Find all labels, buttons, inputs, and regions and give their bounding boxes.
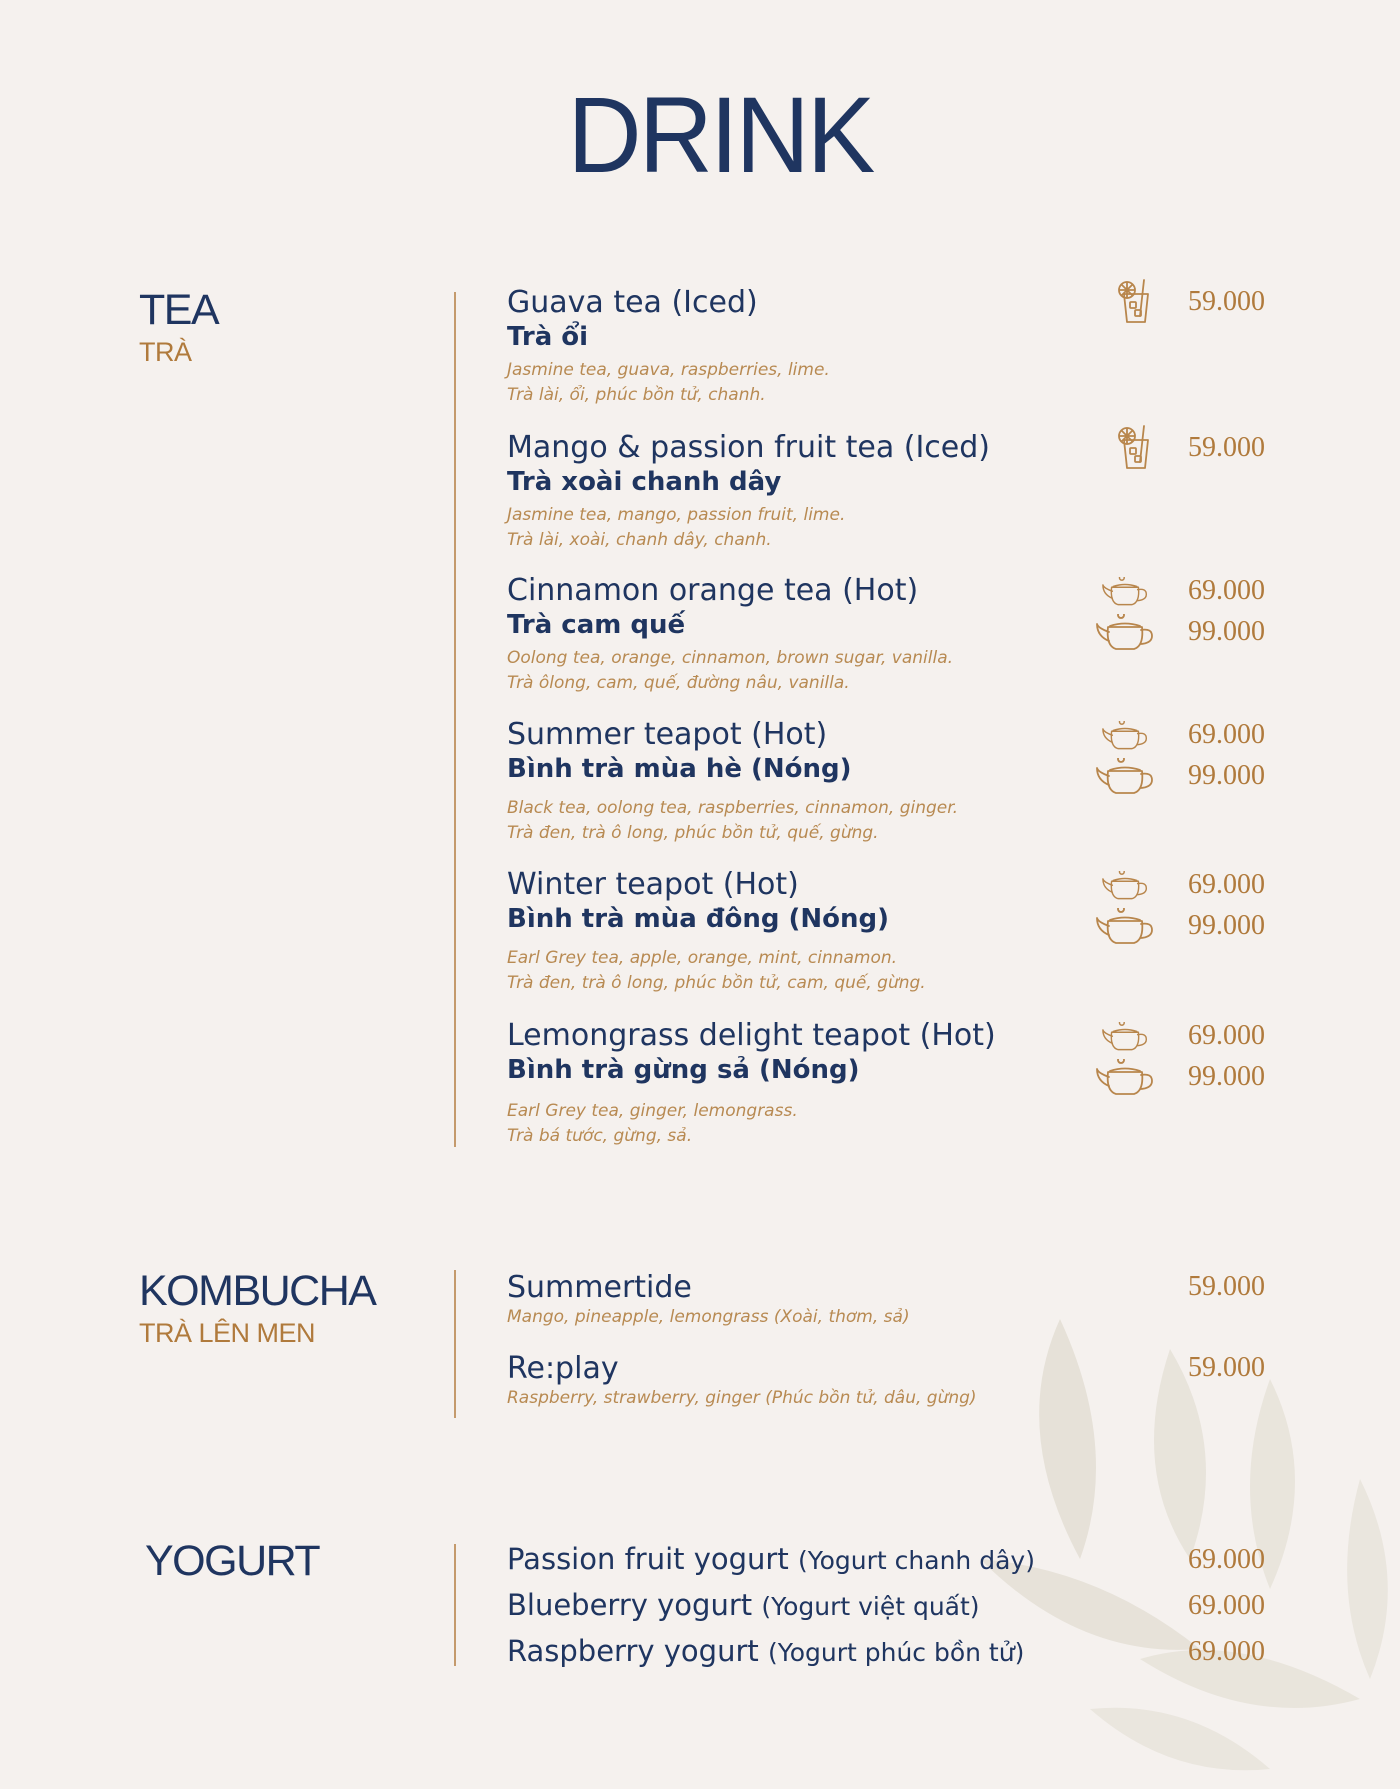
item-description: Jasmine tea, mango, passion fruit, lime. <box>507 505 846 525</box>
item-name: Raspberry yogurt <box>507 1634 759 1668</box>
price-row <box>1090 284 1265 320</box>
price-row <box>1090 1588 1265 1624</box>
item-name: Lemongrass delight teapot (Hot) <box>507 1018 996 1053</box>
item-description-vn: Trà ôlong, cam, quế, đường nâu, vanilla. <box>507 673 850 693</box>
item-name: Mango & passion fruit tea (Iced) <box>507 430 991 465</box>
item-description: Black tea, oolong tea, raspberries, cinnamon, ginger. <box>507 798 959 818</box>
item-price: 69.000 <box>1188 575 1265 606</box>
item-description: Raspberry, strawberry, ginger (Phúc bồn tử, dâu, gừng) <box>507 1388 977 1408</box>
item-description-vn: Trà lài, xoài, chanh dây, chanh. <box>507 530 772 550</box>
category-title: TEA <box>139 286 219 334</box>
item-name: Winter teapot (Hot) <box>507 867 799 902</box>
price-row <box>1090 573 1265 609</box>
item-price: 69.000 <box>1188 1020 1265 1051</box>
item-name-vn: Bình trà mùa đông (Nóng) <box>507 904 890 934</box>
price-row <box>1090 758 1265 794</box>
large-teapot-icon <box>1094 614 1156 652</box>
item-name-vn: Bình trà gừng sả (Nóng) <box>507 1055 860 1085</box>
iced-drink-icon <box>1116 424 1156 470</box>
item-price: 59.000 <box>1188 432 1265 463</box>
small-teapot-icon <box>1100 871 1150 901</box>
item-name: Passion fruit yogurt <box>507 1542 789 1576</box>
item-price: 99.000 <box>1188 910 1265 941</box>
item-price: 59.000 <box>1188 1352 1265 1383</box>
item-description: Mango, pineapple, lemongrass (Xoài, thơm, sả) <box>507 1307 910 1327</box>
section-divider <box>454 1544 456 1666</box>
price-row <box>1090 430 1265 466</box>
item-description: Earl Grey tea, apple, orange, mint, cinnamon. <box>507 948 898 968</box>
item-price: 59.000 <box>1188 1271 1265 1302</box>
category-kombucha <box>139 1268 375 1350</box>
price-row <box>1090 908 1265 944</box>
category-title: KOMBUCHA <box>139 1267 376 1315</box>
item-price: 99.000 <box>1188 760 1265 791</box>
category-yogurt <box>145 1538 319 1584</box>
item-name-vn: Trà xoài chanh dây <box>507 467 782 497</box>
item-description-vn: Trà bá tước, gừng, sả. <box>507 1126 693 1146</box>
section-divider <box>454 1270 456 1418</box>
category-subtitle: TRÀ <box>139 337 192 367</box>
price-row <box>1090 1350 1265 1386</box>
price-row <box>1090 1059 1265 1095</box>
large-teapot-icon <box>1094 908 1156 946</box>
item-name-vn: Trà cam quế <box>507 610 686 640</box>
item-price: 69.000 <box>1188 869 1265 900</box>
price-row <box>1090 1542 1265 1578</box>
item-price: 59.000 <box>1188 286 1265 317</box>
iced-drink-icon <box>1116 278 1156 324</box>
item-name: Cinnamon orange tea (Hot) <box>507 573 919 608</box>
item-name-vn: (Yogurt việt quất) <box>761 1592 980 1621</box>
small-teapot-icon <box>1100 577 1150 607</box>
item-price: 69.000 <box>1188 1544 1265 1575</box>
item-description: Jasmine tea, guava, raspberries, lime. <box>507 360 830 380</box>
item-description-vn: Trà lài, ổi, phúc bồn tử, chanh. <box>507 385 766 405</box>
category-tea <box>139 287 218 369</box>
item-description-vn: Trà đen, trà ô long, phúc bồn tử, cam, quế, gừng. <box>507 973 926 993</box>
item-name: Summertide <box>507 1270 692 1305</box>
page-title: DRINK <box>567 74 873 195</box>
item-price: 69.000 <box>1188 1636 1265 1667</box>
price-row <box>1090 614 1265 650</box>
item-name-vn: Bình trà mùa hè (Nóng) <box>507 754 852 784</box>
item-name: Re:play <box>507 1351 619 1386</box>
item-name: Blueberry yogurt <box>507 1588 753 1622</box>
item-name-vn: (Yogurt chanh dây) <box>797 1546 1035 1575</box>
price-row <box>1090 717 1265 753</box>
item-description: Earl Grey tea, ginger, lemongrass. <box>507 1101 798 1121</box>
item-price: 99.000 <box>1188 1061 1265 1092</box>
small-teapot-icon <box>1100 1022 1150 1052</box>
section-divider <box>454 292 456 1147</box>
large-teapot-icon <box>1094 758 1156 796</box>
price-row <box>1090 1269 1265 1305</box>
price-row <box>1090 1018 1265 1054</box>
category-subtitle: TRÀ LÊN MEN <box>139 1318 316 1348</box>
item-name-vn: Trà ổi <box>507 322 589 352</box>
item-name: Summer teapot (Hot) <box>507 717 828 752</box>
item-price: 69.000 <box>1188 719 1265 750</box>
item-description-vn: Trà đen, trà ô long, phúc bồn tử, quế, gừng. <box>507 823 879 843</box>
item-name: Guava tea (Iced) <box>507 285 758 320</box>
item-name-vn: (Yogurt phúc bồn tử) <box>767 1638 1025 1667</box>
large-teapot-icon <box>1094 1059 1156 1097</box>
category-title: YOGURT <box>145 1537 320 1585</box>
item-description: Oolong tea, orange, cinnamon, brown sugar, vanilla. <box>507 648 954 668</box>
item-price: 99.000 <box>1188 616 1265 647</box>
price-row <box>1090 867 1265 903</box>
item-price: 69.000 <box>1188 1590 1265 1621</box>
small-teapot-icon <box>1100 721 1150 751</box>
price-row <box>1090 1634 1265 1670</box>
